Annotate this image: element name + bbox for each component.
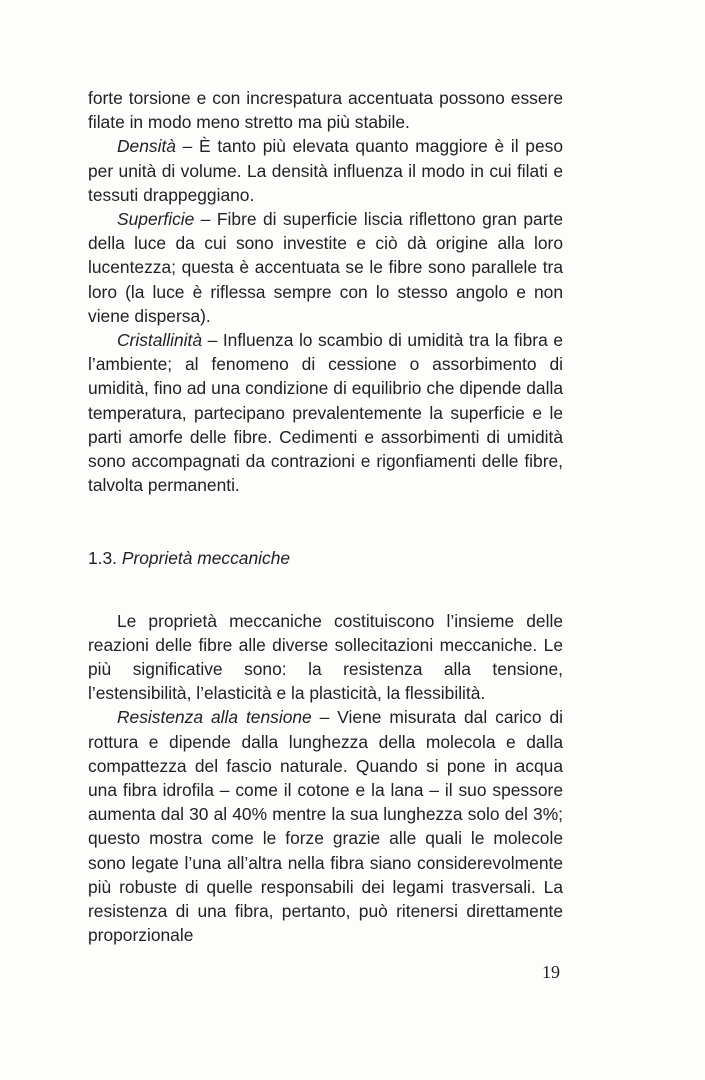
paragraph-text: – Influenza lo scambio di umidità tra la fibra e l’ambiente; al fenomeno di cessione o assorbimento di umidità, fino ad una condizione di equilibrio che dipende dalla temperatura, partecipano prevalentemente la superficie e le parti amorfe delle fibre. Cedimenti e assorbimenti di umidità sono accompagnati da contrazioni e rigonfiamenti delle fibre, talvolta permanenti. xyxy=(88,330,563,496)
paragraph-text: – Viene misurata dal carico di rottura e dipende dalla lunghezza della molecola e dalla compattezza del fascio naturale. Quando si pone in acqua una fibra idrofila – come il cotone e la lana – il suo spessore aumenta dal 30 al 40% mentre la sua lunghezza solo del 3%; questo mostra come le forze grazie alle quali le molecole sono legate l’una all’altra nella fibra siano considerevolmente più robuste di quelle responsabili dei legami trasversali. La resistenza di una fibra, pertanto, può ritenersi direttamente proporzionale xyxy=(88,707,563,946)
paragraph-text: forte torsione e con increspatura accentuata possono essere filate in modo meno stretto ma più stabile. xyxy=(88,88,563,133)
section-number: 1.3. xyxy=(88,548,118,569)
paragraph-crystallinity xyxy=(88,328,563,497)
term-surface: Superficie xyxy=(117,209,195,230)
term-crystallinity: Cristallinità xyxy=(117,330,203,351)
paragraph-text: – È tanto più elevata quanto maggiore è il peso per unità di volume. La densità influenza il modo in cui filati e tessuti drappeggiano. xyxy=(88,136,563,205)
section-heading xyxy=(88,546,563,570)
paragraph-continuation xyxy=(88,86,563,134)
paragraph-tensile-strength xyxy=(88,705,563,947)
paragraph-surface xyxy=(88,207,563,328)
section-title: Proprietà meccaniche xyxy=(121,548,291,569)
term-density: Densità xyxy=(117,136,176,157)
body-text xyxy=(88,86,563,948)
paragraph-text: – Fibre di superficie liscia riflettono gran parte della luce da cui sono investite e ciò dà origine alla loro lucentezza; questa è accentuata se le fibre sono parallele tra loro (la luce è riflessa sempre con lo stesso angolo e non viene dispersa). xyxy=(88,209,563,326)
term-tensile-strength: Resistenza alla tensione xyxy=(117,707,312,728)
paragraph-density xyxy=(88,134,563,207)
paragraph-mechanical-intro xyxy=(88,609,563,706)
page-number: 19 xyxy=(542,962,560,982)
paragraph-text: Le proprietà meccaniche costituiscono l’insieme delle reazioni delle fibre alle diverse sollecitazioni meccaniche. Le più significative sono: la resistenza alla tensione, l’estensibilità, l’elasticità e la plasticità, la flessibilità. xyxy=(88,610,563,704)
